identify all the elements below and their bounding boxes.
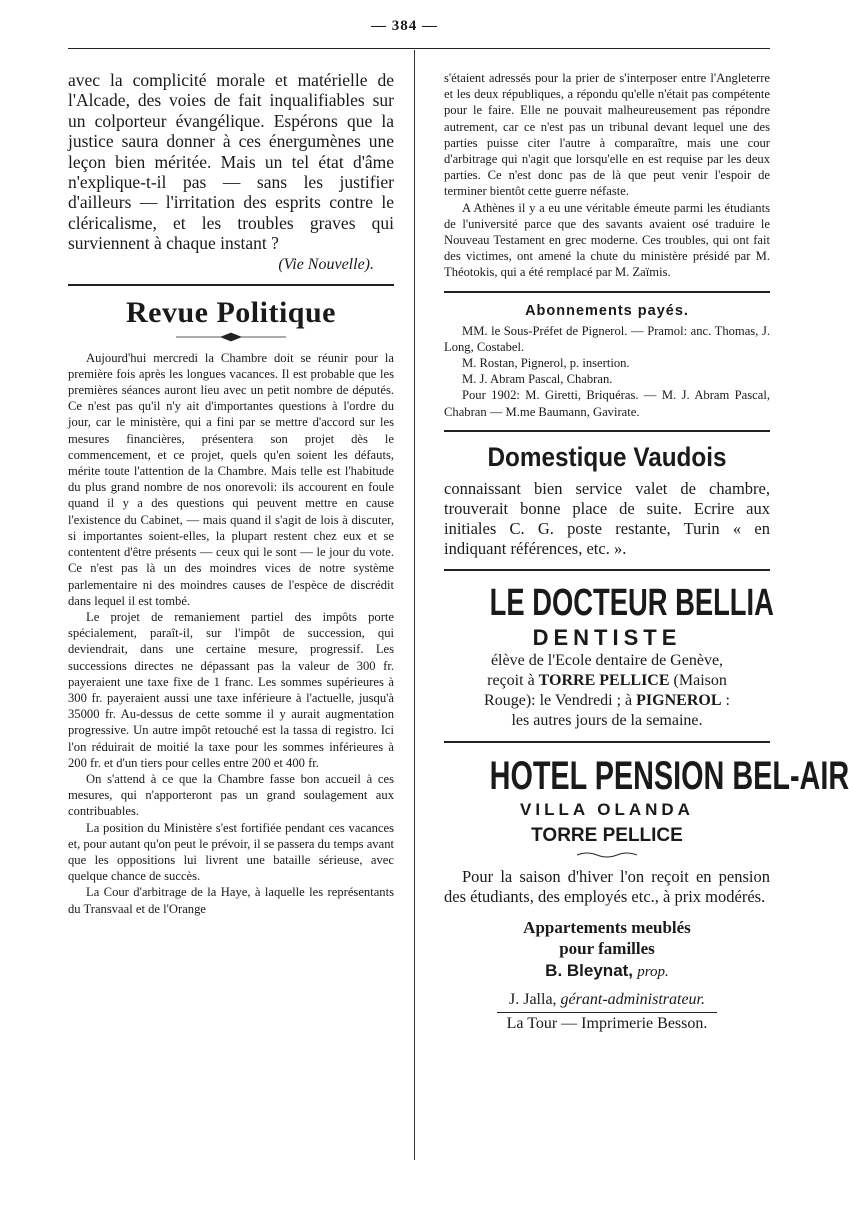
domestique-rule [444, 430, 770, 432]
revue-paragraph-5: La Cour d'arbitrage de la Haye, à laquelle les représentants du Transvaal et de l'Orange [68, 885, 394, 916]
revue-paragraph-4: La position du Ministère s'est fortifiée pendant ces vacances et, pour autant qu'on peut le prévoir, il se passera du temps avant que les oppositions lui livrent une bataille sérieuse, avec quelque chance de succès. [68, 820, 394, 884]
abonnements-rule [444, 291, 770, 293]
bellia-ad-line: élève de l'Ecole dentaire de Genève, [490, 651, 724, 669]
bellia-line-text: : [721, 691, 730, 709]
bellia-rule [444, 569, 770, 571]
printer-line: La Tour — Imprimerie Besson. [506, 1014, 708, 1032]
gerant-role: gérant-administrateur. [560, 990, 705, 1008]
hotel-owner-name: B. Bleynat, [545, 960, 634, 980]
bellia-ad-line [444, 671, 770, 691]
bellia-ad-line: les autres jours de la semaine. [511, 711, 703, 729]
page-number: — 384 — [371, 18, 438, 34]
intro-paragraph: avec la complicité morale et matérielle de l'Alcade, des voies de fait inqualifiables sur un colporteur évangélique. Espérons que la justice saura donner à ces énergumènes une leçon bien méritée. Mais un tel état d'âme n'explique-t-il pas — sans les justifier d'ailleurs — l'irritation des esprits contre le cléricalisme, et les troubles graves qui surviennent à chaque instant ? [68, 70, 394, 254]
bellia-place-pignerol: PIGNEROL [636, 691, 722, 709]
abonnement-line: Pour 1902: M. Giretti, Briquéras. — M. J. Abram Pascal, Chabran — M.me Baumann, Gavirate. [444, 388, 770, 419]
hotel-villa-name: VILLA OLANDA [520, 799, 694, 819]
ornament-rule-icon [176, 332, 286, 342]
hotel-owner-line [444, 961, 770, 981]
domestique-ad-title: Domestique Vaudois [487, 441, 727, 472]
section-rule [68, 284, 394, 286]
abonnement-line: MM. le Sous-Préfet de Pignerol. — Pramol: anc. Thomas, J. Long, Costabel. [444, 323, 770, 354]
hotel-ad-text: Pour la saison d'hiver l'on reçoit en pension des étudiants, des employés etc., à prix modérés. [444, 866, 770, 906]
revue-paragraph-1: Aujourd'hui mercredi la Chambre doit se réunir pour la première fois après les longues vacances. Il est probable que les premières séances auront lieu avec un petit nombre de députés. Ce n'est pas qu'il n'y ait d'importantes questions à l'ordre du jour, car le ministère, qui a fini par se mettre d'accord sur les mesures financières, présentera son projet dès le commencement, et ce projet, quels qu'en soient les défauts, mérite toute l'attention de la Chambre. Mais telle est l'habitude du plus grand nombre de nos onorevoli: ils accourent en foule quand il y a des questions qui peuvent mettre en cause l'existence du Cabinet, — mais quand il s'agit de lois à discuter, si importantes soient-elles, la plupart restent chez eux et se contentent d'être présents — ceux qui le sont — le jour du vote. Ce n'est pas là un des moindres vices de notre système parlementaire ni des moindres causes de l'espèce de discrédit dans lequel il est tombé. [68, 350, 394, 608]
bellia-ad-title: LE DOCTEUR BELLIA [489, 581, 774, 624]
gerant-name: J. Jalla, [509, 990, 557, 1008]
domestique-ad-text: connaissant bien service valet de chambre, trouverait bonne place de suite. Ecrire aux initiales C. G. poste restante, Turin « en indiquant références, etc. ». [444, 478, 770, 558]
revue-paragraph-2: Le projet de remaniement partiel des impôts porte spécialement, paraît-il, sur l'impôt de succession, qui deviendrait, dans une certaine mesure, progressif. Les successions directes ne dépassant pas la valeur de 300 fr. payeraient une taxe fixe de 1 franc. Les sommes supérieures à 300 fr. payeraient aussi une taxe inférieure à l'actuelle, jusqu'à 35000 fr. Au-dessus de cette somme il y aurait augmentation progressive. Un autre impôt retouché est la tassa di registro. Ici l'on réduirait de moitié la taxe pour les sommes inférieures à 200 fr. et d'un tiers pour celles entre 200 et 400 fr. [68, 609, 394, 770]
source-citation: (Vie Nouvelle). [278, 255, 374, 273]
revue-politique-title: Revue Politique [126, 295, 336, 329]
hotel-appartements-line: Appartements meublés [523, 917, 691, 937]
hotel-ad-title: HOTEL PENSION BEL-AIR [489, 753, 849, 798]
revue-paragraph-3: On s'attend à ce que la Chambre fasse bon accueil à ces mesures, qui n'apporteront pas un grand soulagement aux contribuables. [68, 771, 394, 819]
column-divider [414, 50, 415, 1160]
bellia-line-text: (Maison [669, 671, 727, 689]
revue-continued-paragraph: s'étaient adressés pour la prier de s'interposer entre l'Angleterre et les deux républiques, a répondu qu'elle n'était pas compétente pour le faire. Elle ne pouvait malheureusement pas répondre autrement, car ce n'est pas un tribunal devant lequel une des parties puisse citer l'autre à comparaître, mais une cour d'arbitrage qui n'agit que lorsqu'elle en est requise par les deux parties. Ce n'est donc pas de là que peut venir l'espoir de terminer bientôt cette guerre néfaste. [444, 71, 770, 199]
abonnement-line: M. J. Abram Pascal, Chabran. [462, 372, 613, 387]
bellia-ad-subtitle: DENTISTE [532, 624, 682, 650]
bellia-ad-line [444, 691, 770, 711]
abonnement-line: M. Rostan, Pignerol, p. insertion. [462, 356, 630, 371]
gerant-underline [497, 989, 717, 1013]
athens-paragraph: A Athènes il y a eu une véritable émeute parmi les étudiants de l'université parce que des savants avaient osé traduire le Nouveau Testament en grec moderne. Ces troubles, qui ont fait des victimes, ont amené la chute du ministère présidé par M. Théotokis, qui a été remplacé par M. Zaïmis. [444, 200, 770, 280]
bellia-line-text: Rouge): le Vendredi ; à [484, 691, 637, 709]
bellia-place-torre: TORRE PELLICE [538, 671, 670, 689]
gerant-line [444, 989, 770, 1013]
left-column [68, 70, 394, 917]
hotel-owner-role: prop. [637, 963, 669, 980]
hotel-place: TORRE PELLICE [531, 824, 683, 846]
bellia-line-text: reçoit à [487, 671, 539, 689]
hotel-familles-line: pour familles [559, 938, 655, 958]
ornament-rule-icon [577, 851, 637, 859]
header-rule [68, 48, 770, 49]
abonnements-title: Abonnements payés. [525, 302, 689, 319]
right-column [444, 70, 849, 1035]
hotel-rule [444, 741, 770, 743]
